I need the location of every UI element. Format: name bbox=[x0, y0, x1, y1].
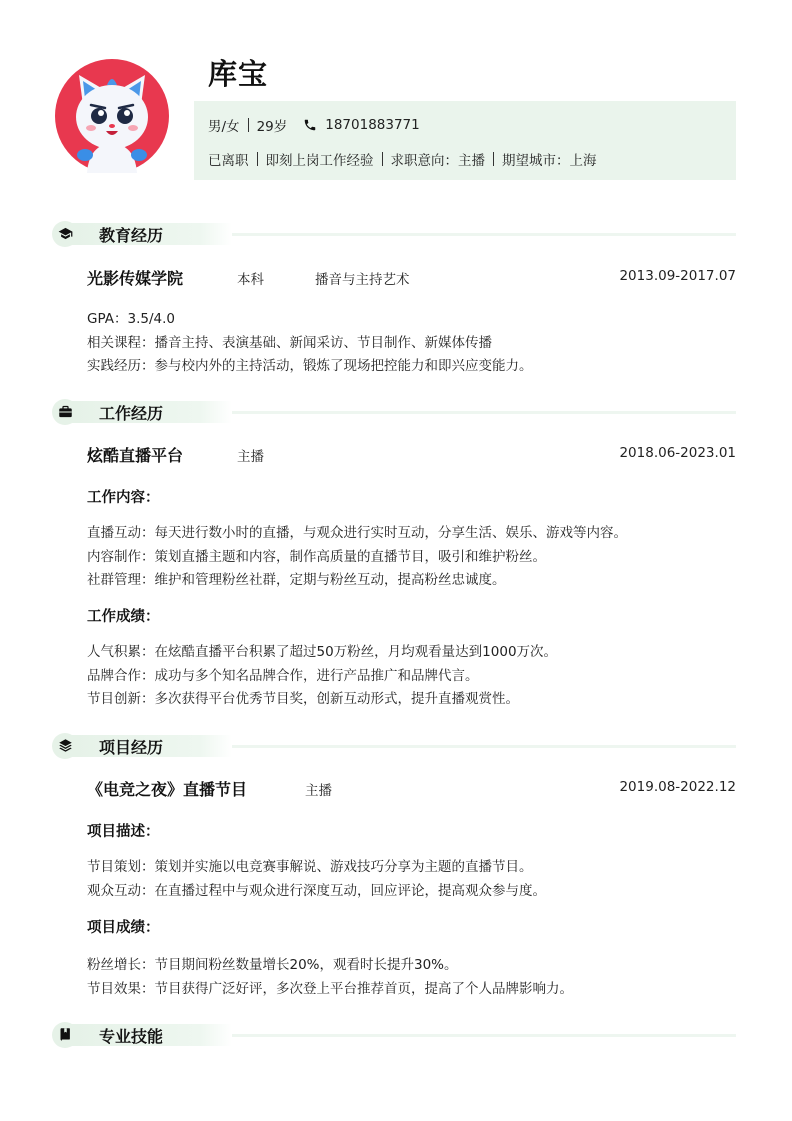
education-dates: 2013.09-2017.07 bbox=[619, 268, 736, 284]
project-role: 主播 bbox=[305, 783, 332, 799]
city-text: 期望城市：上海 bbox=[502, 153, 597, 169]
section-title: 专业技能 bbox=[99, 1027, 164, 1046]
availability-text: 即刻上岗工作经验 bbox=[265, 153, 374, 169]
education-row-header bbox=[87, 266, 736, 288]
section-title: 教育经历 bbox=[99, 226, 164, 245]
project-result-line: 节目效果：节目获得广泛好评，多次登上平台推荐首页，提高了个人品牌影响力。 bbox=[87, 981, 573, 997]
section-divider-line bbox=[232, 411, 736, 414]
project-row-header bbox=[87, 777, 736, 799]
project-desc-line: 节目策划：策划并实施以电竞赛事解说、游戏技巧分享为主题的直播节目。 bbox=[87, 859, 533, 875]
section-education-header bbox=[52, 221, 736, 247]
layers-icon bbox=[58, 738, 73, 753]
profile-info-box bbox=[194, 101, 736, 180]
work-role: 主播 bbox=[237, 449, 264, 465]
work-result-line: 节目创新：多次获得平台优秀节目奖，创新互动形式，提升直播观赏性。 bbox=[87, 691, 519, 707]
education-courses: 相关课程：播音主持、表演基础、新闻采访、节目制作、新媒体传播 bbox=[87, 335, 492, 351]
briefcase-icon bbox=[58, 404, 73, 419]
divider bbox=[248, 118, 249, 132]
section-title: 项目经历 bbox=[99, 738, 164, 757]
project-name: 《电竞之夜》直播节目 bbox=[87, 780, 248, 799]
section-title: 工作经历 bbox=[99, 404, 164, 423]
section-work-header bbox=[52, 399, 736, 425]
work-content-line: 社群管理：维护和管理粉丝社群，定期与粉丝互动，提高粉丝忠诚度。 bbox=[87, 572, 506, 588]
school-name: 光影传媒学院 bbox=[87, 269, 184, 288]
status-text: 已离职 bbox=[208, 153, 249, 169]
project-desc-line: 观众互动：在直播过程中与观众进行深度互动，回应评论，提高观众参与度。 bbox=[87, 883, 546, 899]
project-result-heading: 项目成绩： bbox=[87, 920, 160, 936]
education-gpa: GPA：3.5/4.0 bbox=[87, 311, 175, 327]
major-text: 播音与主持艺术 bbox=[315, 272, 410, 288]
education-practice: 实践经历：参与校内外的主持活动，锻炼了现场把控能力和即兴应变能力。 bbox=[87, 358, 533, 374]
work-result-line: 品牌合作：成功与多个知名品牌合作，进行产品推广和品牌代言。 bbox=[87, 668, 479, 684]
work-result-line: 人气积累：在炫酷直播平台积累了超过50万粉丝，月均观看量达到1000万次。 bbox=[87, 644, 558, 660]
phone-number[interactable]: 18701883771 bbox=[325, 117, 420, 133]
graduation-cap-icon bbox=[58, 226, 73, 241]
work-row-header bbox=[87, 443, 736, 465]
candidate-name: 库宝 bbox=[208, 57, 269, 91]
divider bbox=[382, 152, 383, 166]
gender-text: 男/女 bbox=[208, 119, 240, 135]
phone-icon bbox=[303, 118, 317, 132]
book-icon bbox=[58, 1027, 73, 1042]
divider bbox=[257, 152, 258, 166]
project-dates: 2019.08-2022.12 bbox=[619, 779, 736, 795]
work-content-heading: 工作内容： bbox=[87, 490, 160, 506]
work-content-line: 内容制作：策划直播主题和内容，制作高质量的直播节目，吸引和维护粉丝。 bbox=[87, 549, 546, 565]
profile-info-line-1 bbox=[208, 115, 420, 135]
work-dates: 2018.06-2023.01 bbox=[619, 445, 736, 461]
project-desc-heading: 项目描述： bbox=[87, 824, 160, 840]
avatar bbox=[55, 59, 169, 173]
project-result-line: 粉丝增长：节目期间粉丝数量增长20%，观看时长提升30%。 bbox=[87, 957, 458, 973]
degree-text: 本科 bbox=[237, 272, 264, 288]
work-result-heading: 工作成绩： bbox=[87, 609, 160, 625]
section-project-header bbox=[52, 733, 736, 759]
job-intent-text: 求职意向：主播 bbox=[390, 153, 485, 169]
divider bbox=[493, 152, 494, 166]
age-text: 29岁 bbox=[256, 119, 288, 135]
section-divider-line bbox=[232, 1034, 736, 1037]
section-skills-header bbox=[52, 1022, 736, 1048]
company-name: 炫酷直播平台 bbox=[87, 446, 184, 465]
work-content-line: 直播互动：每天进行数小时的直播，与观众进行实时互动，分享生活、娱乐、游戏等内容。 bbox=[87, 525, 627, 541]
section-divider-line bbox=[232, 745, 736, 748]
section-divider-line bbox=[232, 233, 736, 236]
profile-info-line-2 bbox=[208, 149, 597, 169]
